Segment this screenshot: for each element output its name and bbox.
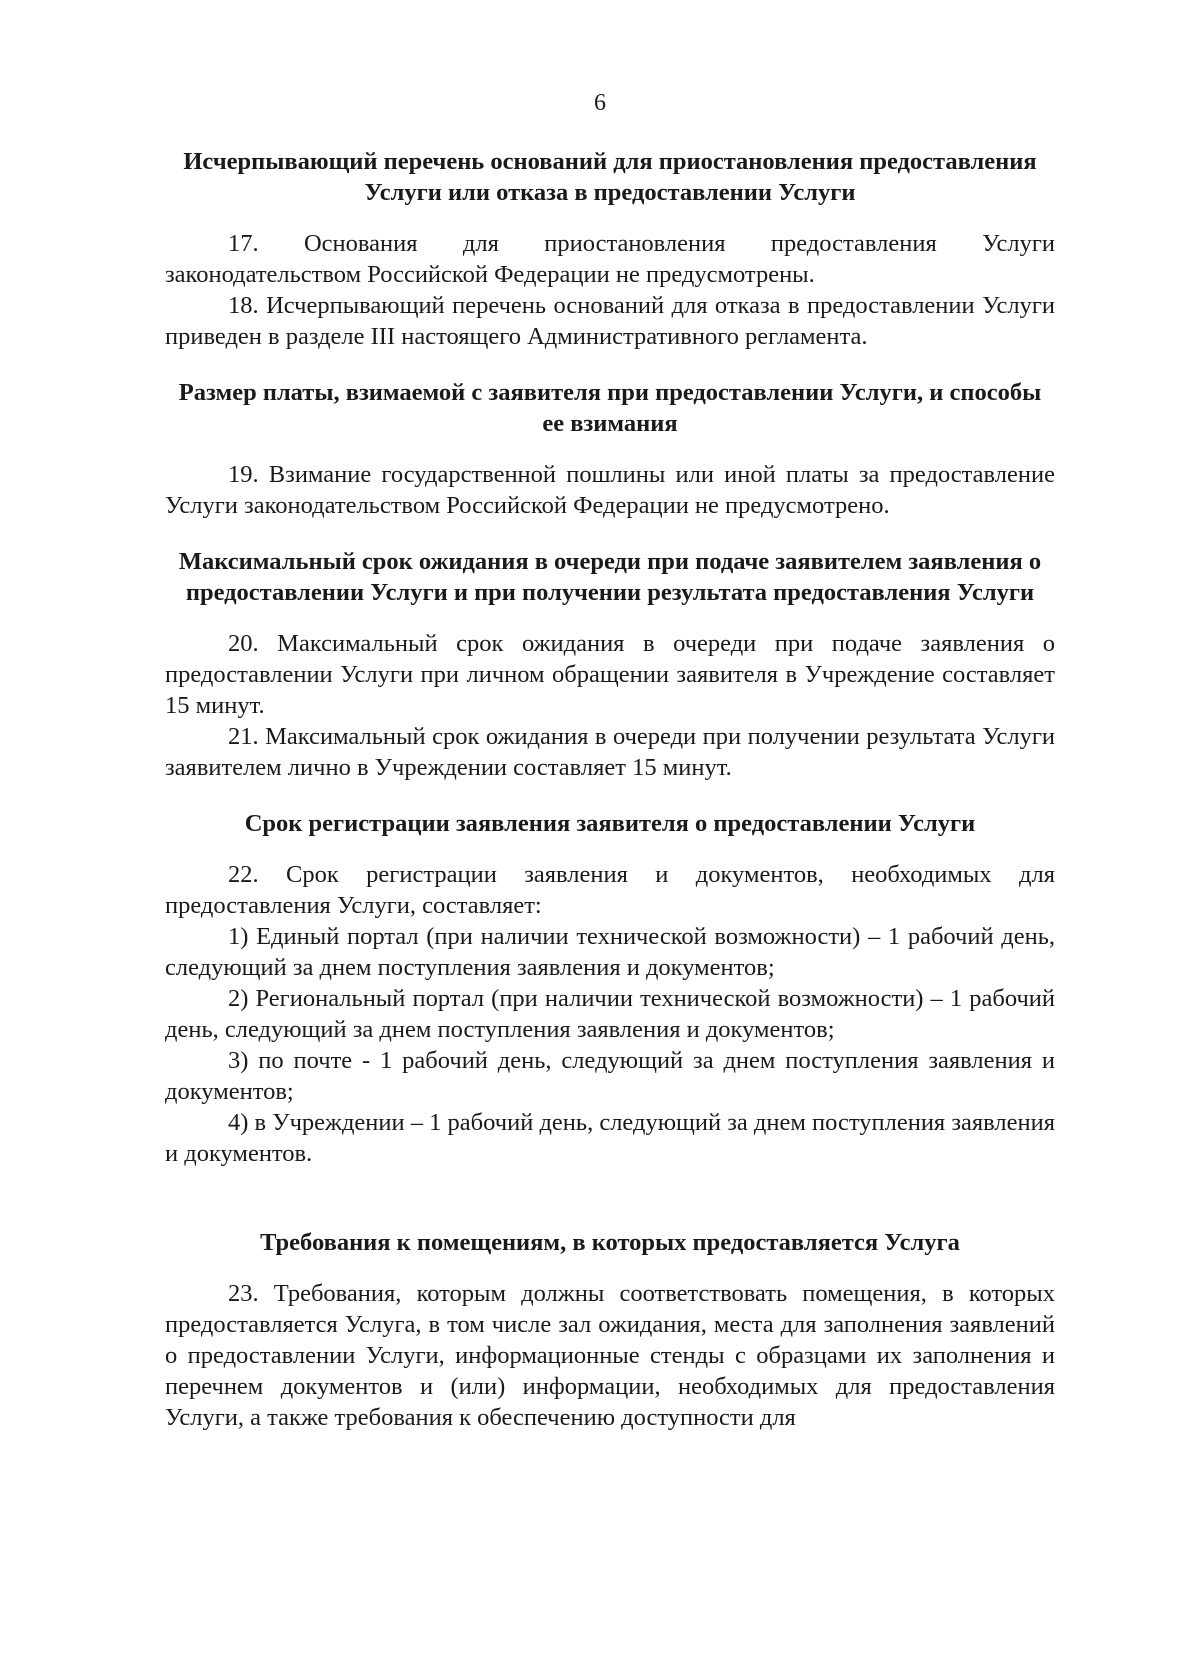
list-item-2: 2) Региональный портал (при наличии технической возможности) – 1 рабочий день, следующий за днем поступления заявления и документов; [165,985,1055,1043]
section-heading: Исчерпывающий перечень оснований для приостановления предоставления Услуги или отказа в предоставлении Услуги [183,148,1037,206]
list-item-3: 3) по почте - 1 рабочий день, следующий за днем поступления заявления и документов; [165,1047,1055,1105]
list-item-1: 1) Единый портал (при наличии технической возможности) – 1 рабочий день, следующий за днем поступления заявления и документов; [165,923,1055,981]
section-heading: Размер платы, взимаемой с заявителя при предоставлении Услуги, и способы ее взимания [178,379,1042,437]
paragraph-17: 17. Основания для приостановления предоставления Услуги законодательством Российской Федерации не предусмотрены. [165,230,1055,288]
paragraph-19: 19. Взимание государственной пошлины или иной платы за предоставление Услуги законодательством Российской Федерации не предусмотрено. [165,461,1055,519]
page-number: 6 [594,90,606,116]
paragraph-23: 23. Требования, которым должны соответствовать помещения, в которых предоставляется Услуга, в том числе зал ожидания, места для заполнения заявлений о предоставлении Услуги, информационные стенды с образцами их заполнения и перечнем документов и (или) информации, необходимых для предоставления Услуги, а также требования к обеспечению доступности для [165,1280,1055,1431]
section-fee [165,377,1055,521]
paragraph-22: 22. Срок регистрации заявления и документов, необходимых для предоставления Услуги, составляет: [165,861,1055,919]
list-item-4: 4) в Учреждении – 1 рабочий день, следующий за днем поступления заявления и документов. [165,1109,1055,1167]
section-heading: Максимальный срок ожидания в очереди при подаче заявителем заявления о предоставлении Услуги и при получении результата предоставления Услуги [178,548,1042,606]
section-queue-time [165,546,1055,783]
section-suspension-refusal [165,146,1055,352]
section-heading: Срок регистрации заявления заявителя о предоставлении Услуги [244,810,976,837]
section-registration-time [165,808,1055,1169]
paragraph-18: 18. Исчерпывающий перечень оснований для отказа в предоставлении Услуги приведен в разделе III настоящего Административного регламента. [165,292,1055,350]
paragraph-21: 21. Максимальный срок ожидания в очереди при получении результата Услуги заявителем лично в Учреждении составляет 15 минут. [165,723,1055,781]
section-heading: Требования к помещениям, в которых предоставляется Услуга [260,1229,960,1256]
paragraph-20: 20. Максимальный срок ожидания в очереди при подаче заявления о предоставлении Услуги при личном обращении заявителя в Учреждение составляет 15 минут. [165,630,1055,719]
section-premises [165,1227,1055,1433]
document-body [165,146,1055,1433]
